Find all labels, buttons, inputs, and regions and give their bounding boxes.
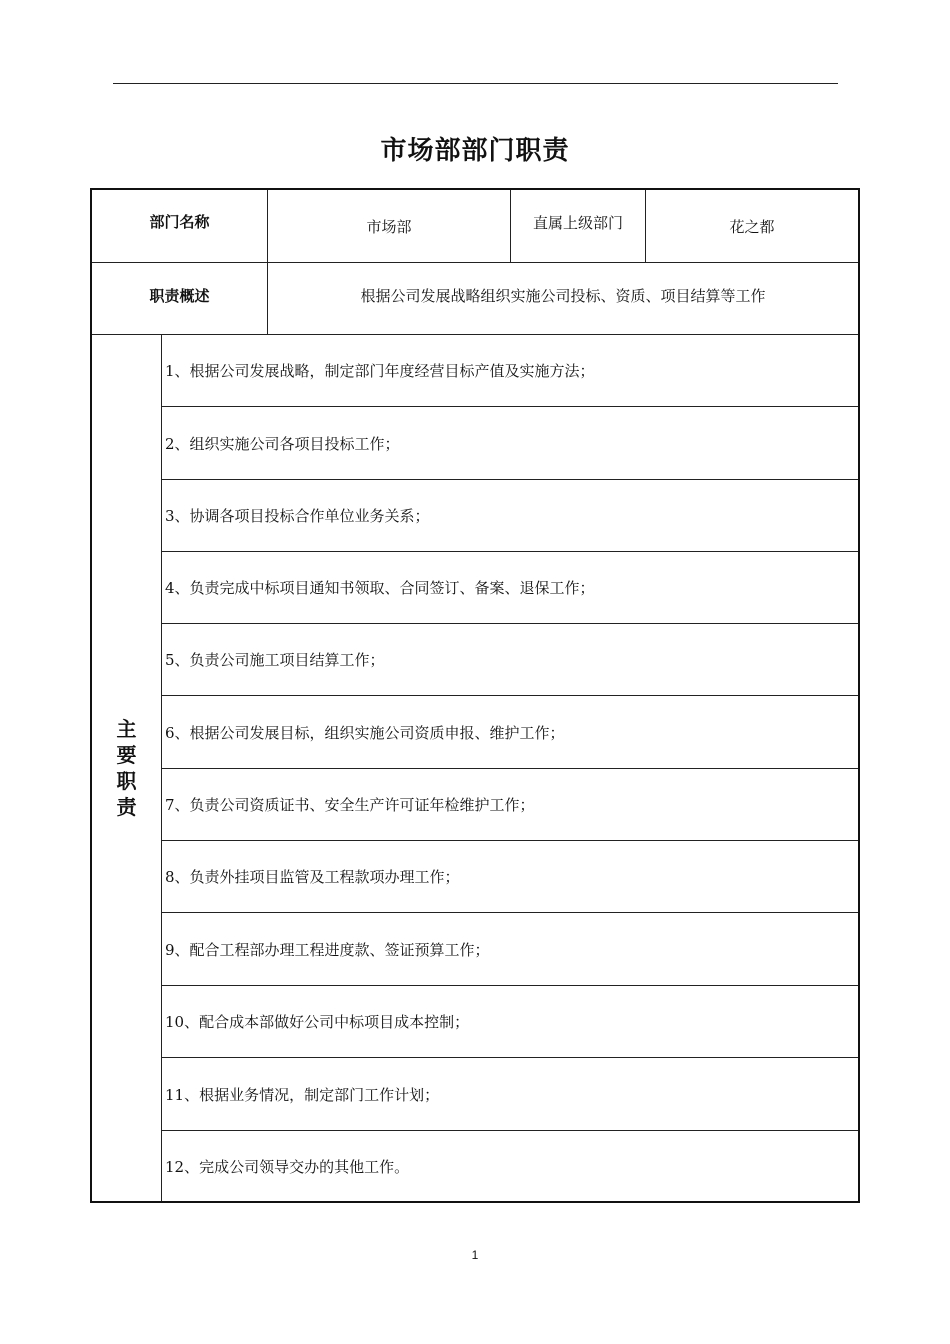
duty-item-7: 7、负责公司资质证书、安全生产许可证年检维护工作；: [165, 796, 535, 814]
duties-label-char: 主: [116, 716, 137, 741]
superior-value: 花之都: [729, 217, 775, 236]
page-number: 1: [471, 1248, 479, 1262]
duties-label-char: 要: [116, 742, 137, 767]
duties-label: [92, 334, 161, 1201]
duty-item-2: 2、组织实施公司各项目投标工作；: [165, 434, 400, 453]
duty-item-4: 4、负责完成中标项目通知书领取、合同签订、备案、退保工作；: [165, 579, 595, 597]
summary-value: 根据公司发展战略组织实施公司投标、资质、项目结算等工作: [360, 286, 766, 305]
header-rule: [113, 83, 838, 84]
dept-name-label: 部门名称: [149, 212, 210, 231]
duties-label-char: 责: [116, 794, 137, 819]
duty-item-10: 10、配合成本部做好公司中标项目成本控制；: [165, 1013, 470, 1031]
duty-item-6: 6、根据公司发展目标，组织实施公司资质申报、维护工作；: [165, 723, 565, 742]
duty-item-11: 11、根据业务情况，制定部门工作计划；: [165, 1085, 440, 1104]
duties-label-char: 职: [116, 768, 137, 793]
duty-table: [90, 188, 860, 1203]
duty-item-5: 5、负责公司施工项目结算工作；: [165, 651, 385, 669]
duty-item-9: 9、配合工程部办理工程进度款、签证预算工作；: [165, 940, 490, 959]
duty-item-1: 1、根据公司发展战略，制定部门年度经营目标产值及实施方法；: [165, 362, 595, 380]
dept-name-value: 市场部: [366, 217, 412, 236]
page-title: 市场部部门职责: [380, 136, 570, 166]
duty-item-12: 12、完成公司领导交办的其他工作。: [165, 1157, 410, 1176]
duty-item-8: 8、负责外挂项目监管及工程款项办理工作；: [165, 868, 460, 886]
summary-label: 职责概述: [149, 286, 210, 305]
superior-label: 直属上级部门: [532, 213, 623, 232]
duty-item-3: 3、协调各项目投标合作单位业务关系；: [165, 507, 430, 525]
